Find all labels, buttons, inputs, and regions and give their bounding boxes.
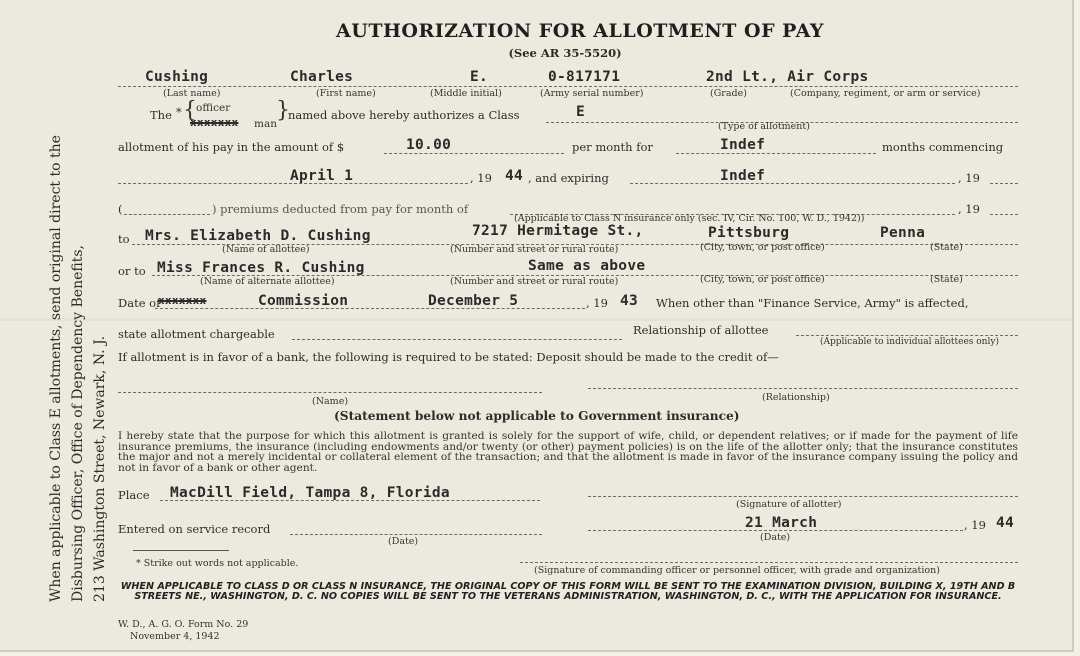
commencing-value: April 1	[290, 168, 354, 184]
allotter-signature-line	[588, 496, 1018, 497]
row8-line	[155, 308, 585, 309]
label-middle-initial: (Middle initial)	[430, 88, 502, 99]
strike-note: * Strike out words not applicable.	[136, 558, 299, 569]
grade-organization-value: 2nd Lt., Air Corps	[706, 69, 869, 85]
bank-name-line	[118, 392, 542, 393]
label-date-right: (Date)	[760, 532, 791, 543]
entered-date-value: 21 March	[745, 515, 818, 531]
statement-body: I hereby state that the purpose for which this allotment is granted is solely for the support of wife, child, or dependent relatives; or if made for the payment of life insurance premiums, the insurance (including endowments and/or twenty (or other) payment policies) is on the life of the allotter only; that the insurance constitutes the major and not a merely incidental or collateral element of the transaction; and that the allotment is made in favor of the insurance company issuing the policy and not in favor of a bank or other agent.	[118, 430, 1018, 474]
months-line	[676, 153, 876, 154]
date-of-label: Date of	[118, 296, 161, 310]
bank-relationship-line	[588, 388, 1018, 389]
form-title: AUTHORIZATION FOR ALLOTMENT OF PAY	[336, 20, 824, 42]
expiring-line	[630, 183, 955, 184]
label-city-2: (City, town, or post office)	[700, 274, 825, 285]
expiring-text: , and expiring	[528, 171, 609, 185]
entered-year-value: 44	[996, 515, 1015, 531]
label-street-2: (Number and street or rural route)	[450, 276, 619, 287]
year-prefix-1: , 19	[470, 171, 492, 185]
label-company: (Company, regiment, or arm or service)	[790, 88, 981, 99]
label-allottee: (Name of allottee)	[222, 244, 310, 255]
label-serial: (Army serial number)	[540, 88, 644, 99]
left-brace: {	[183, 98, 197, 123]
to-label: to	[118, 232, 130, 246]
allottee-state-value: Penna	[880, 225, 926, 241]
label-state-2: (State)	[930, 274, 963, 285]
chargeable-line	[292, 339, 622, 340]
strike-asterisk: *	[176, 105, 182, 119]
label-first-name: (First name)	[316, 88, 376, 99]
label-alternate: (Name of alternate allottee)	[200, 276, 335, 287]
co-signature-line	[520, 562, 1018, 563]
amount-text: allotment of his pay in the amount of $	[118, 140, 345, 154]
year-prefix-4: , 19	[586, 296, 608, 310]
label-grade: (Grade)	[710, 88, 747, 99]
label-signature-allotter: (Signature of allotter)	[736, 499, 842, 510]
form-date: November 4, 1942	[130, 631, 220, 642]
the-label: The	[150, 108, 172, 122]
event-year-value: 43	[620, 293, 639, 309]
fold-crease	[0, 318, 1072, 321]
label-street-1: (Number and street or rural route)	[450, 244, 619, 255]
commencing-year: 44	[505, 168, 524, 184]
event-date-value: December 5	[428, 293, 519, 309]
months-value: Indef	[720, 137, 766, 153]
label-relationship: (Relationship)	[762, 392, 830, 403]
year-prefix-5: , 19	[964, 518, 986, 532]
entered-left-line	[290, 534, 542, 535]
finance-service-text: When other than "Finance Service, Army" is affected,	[656, 296, 969, 310]
allottee-street-value: 7217 Hermitage St.,	[472, 223, 644, 239]
year-prefix-2: , 19	[958, 171, 980, 185]
per-month-text: per month for	[572, 140, 653, 154]
label-type-allotment: (Type of allotment)	[718, 121, 810, 132]
label-city-1: (City, town, or post office)	[700, 242, 825, 253]
authorizes-text: named above hereby authorizes a Class	[288, 108, 520, 122]
form-reference: (See AR 35-5520)	[508, 46, 622, 60]
alternate-allottee-value: Miss Frances R. Cushing	[157, 260, 365, 276]
form-number: W. D., A. G. O. Form No. 29	[118, 619, 249, 630]
allottee-value: Mrs. Elizabeth D. Cushing	[145, 228, 371, 244]
serial-number-value: 0-817171	[548, 69, 621, 85]
place-value: MacDill Field, Tampa 8, Florida	[170, 485, 450, 501]
footer-instructions: WHEN APPLICABLE TO CLASS D OR CLASS N INSURANCE, THE ORIGINAL COPY OF THIS FORM WILL BE SENT TO THE EXAMINATION DIVISION, BUILDING X, 19TH AND B STREETS NE., WASHINGTON, D. C. NO COPIES WILL BE SENT TO THE VETERANS ADMINISTRATION, WASHINGTON, D. C., WITH THE APPLICATION FOR INSURANCE.	[120, 581, 1016, 602]
label-class-n: (Applicable to Class N insurance only (sec. IV, Cir. No. 100, W. D., 1942))	[514, 213, 865, 224]
open-paren: (	[118, 202, 123, 216]
label-co-signature: (Signature of commanding officer or personnel officer, with grade and organization)	[534, 565, 940, 576]
label-name: (Name)	[312, 396, 349, 407]
label-date-left: (Date)	[388, 536, 419, 547]
first-name-value: Charles	[290, 69, 354, 85]
note-rule	[133, 550, 229, 551]
year-prefix-3: , 19	[958, 202, 980, 216]
date-of-struck-out: xxxxxxx	[158, 294, 207, 307]
or-to-label: or to	[118, 264, 146, 278]
amount-line	[384, 153, 564, 154]
event-value: Commission	[258, 293, 349, 309]
bank-text: If allotment is in favor of a bank, the following is required to be stated: Deposit should be made to the credit of—	[118, 350, 779, 364]
officer-option: officer	[196, 102, 231, 114]
allotment-class-value: E	[576, 104, 586, 120]
side-line-1: When applicable to Class E allotments, send original direct to the	[48, 135, 64, 602]
enlisted-struck-out: xxxxxxx	[190, 116, 239, 129]
alternate-street-value: Same as above	[528, 258, 646, 274]
place-line	[160, 500, 540, 501]
entered-label: Entered on service record	[118, 522, 271, 536]
place-label: Place	[118, 488, 150, 502]
premiums-blank	[124, 214, 210, 215]
side-line-2: Disbursing Officer, Office of Dependency Benefits,	[70, 245, 86, 602]
side-line-3: 213 Washington Street, Newark, N. J.	[92, 335, 108, 602]
row1-line	[118, 86, 1018, 87]
man-suffix: man	[254, 118, 277, 130]
expiring-year-line	[990, 183, 1018, 184]
label-individual: (Applicable to individual allottees only)	[820, 337, 999, 347]
expiring-value: Indef	[720, 168, 766, 184]
label-state-1: (State)	[930, 242, 963, 253]
relationship-line	[796, 335, 1018, 336]
side-instructions	[45, 135, 111, 602]
middle-initial-value: E.	[470, 69, 489, 85]
chargeable-text: state allotment chargeable	[118, 327, 275, 341]
label-last-name: (Last name)	[163, 88, 221, 99]
last-name-value: Cushing	[145, 69, 209, 85]
amount-value: 10.00	[406, 137, 452, 153]
relationship-text: Relationship of allottee	[633, 323, 769, 337]
right-brace: }	[276, 98, 290, 123]
premiums-text: ) premiums deducted from pay for month of	[212, 202, 469, 216]
statement-heading: (Statement below not applicable to Government insurance)	[334, 409, 740, 423]
premiums-year-line	[990, 214, 1018, 215]
allottee-city-value: Pittsburg	[708, 225, 790, 241]
months-commencing-text: months commencing	[882, 140, 1004, 154]
entered-right-line	[588, 530, 963, 531]
